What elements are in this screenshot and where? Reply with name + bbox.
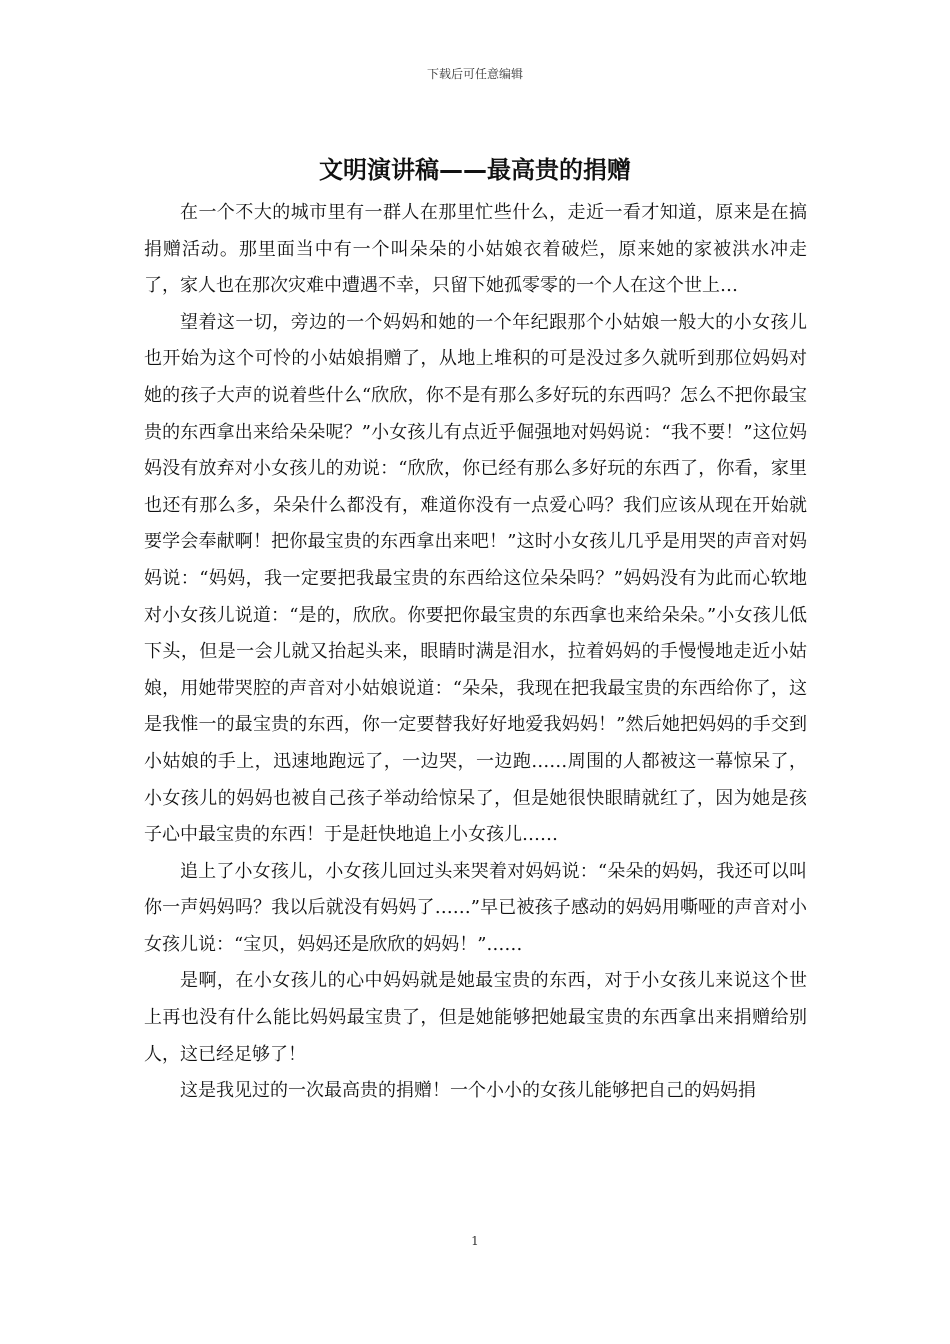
paragraph: 追上了小女孩儿，小女孩儿回过头来哭着对妈妈说：“朵朵的妈妈，我还可以叫你一声妈妈吗？我以后就没有妈妈了……”早已被孩子感动的妈妈用嘶哑的声音对小女孩儿说：“宝贝，妈妈还是欣欣的妈妈！”…… [144, 860, 807, 955]
page-number: 1 [471, 1234, 479, 1248]
paragraph: 这是我见过的一次最高贵的捐赠！一个小小的女孩儿能够把自己的妈妈捐 [180, 1080, 756, 1102]
document-body [144, 195, 807, 1205]
paragraph: 在一个不大的城市里有一群人在那里忙些什么，走近一看才知道，原来是在搞捐赠活动。那里面当中有一个叫朵朵的小姑娘衣着破烂，原来她的家被洪水冲走了，家人也在那次灾难中遭遇不幸，只留下她孤零零的一个人在这个世上… [144, 202, 807, 297]
paragraph: 望着这一切，旁边的一个妈妈和她的一个年纪跟那个小姑娘一般大的小女孩儿也开始为这个可怜的小姑娘捐赠了，从地上堆积的可是没过多久就听到那位妈妈对她的孩子大声的说着些什么“欣欣，你不是有那么多好玩的东西吗？怎么不把你最宝贵的东西拿出来给朵朵呢？”小女孩儿有点近乎倔强地对妈妈说：“我不要！”这位妈妈没有放弃对小女孩儿的劝说：“欣欣，你已经有那么多好玩的东西了，你看，家里也还有那么多，朵朵什么都没有，难道你没有一点爱心吗？我们应该从现在开始就要学会奉献啊！把你最宝贵的东西拿出来吧！”这时小女孩儿几乎是用哭的声音对妈妈说：“妈妈，我一定要把我最宝贵的东西给这位朵朵吗？”妈妈没有为此而心软地对小女孩儿说道：“是的，欣欣。你要把你最宝贵的东西拿也来给朵朵。”小女孩儿低下头，但是一会儿就又抬起头来，眼睛时满是泪水，拉着妈妈的手慢慢地走近小姑娘，用她带哭腔的声音对小姑娘说道：“朵朵，我现在把我最宝贵的东西给你了，这是我惟一的最宝贵的东西，你一定要替我好好地爱我妈妈！”然后她把妈妈的手交到小姑娘的手上，迅速地跑远了，一边哭，一边跑……周围的人都被这一幕惊呆了，小女孩儿的妈妈也被自己孩子举动给惊呆了，但是她很快眼睛就红了，因为她是孩子心中最宝贵的东西！于是赶快地追上小女孩儿…… [144, 311, 807, 846]
paragraph: 是啊，在小女孩儿的心中妈妈就是她最宝贵的东西，对于小女孩儿来说这个世上再也没有什么能比妈妈最宝贵了，但是她能够把她最宝贵的东西拿出来捐赠给别人，这已经足够了！ [144, 970, 807, 1065]
document-title: 文明演讲稿——最高贵的捐赠 [319, 156, 631, 184]
header-note: 下载后可任意编辑 [426, 67, 523, 81]
